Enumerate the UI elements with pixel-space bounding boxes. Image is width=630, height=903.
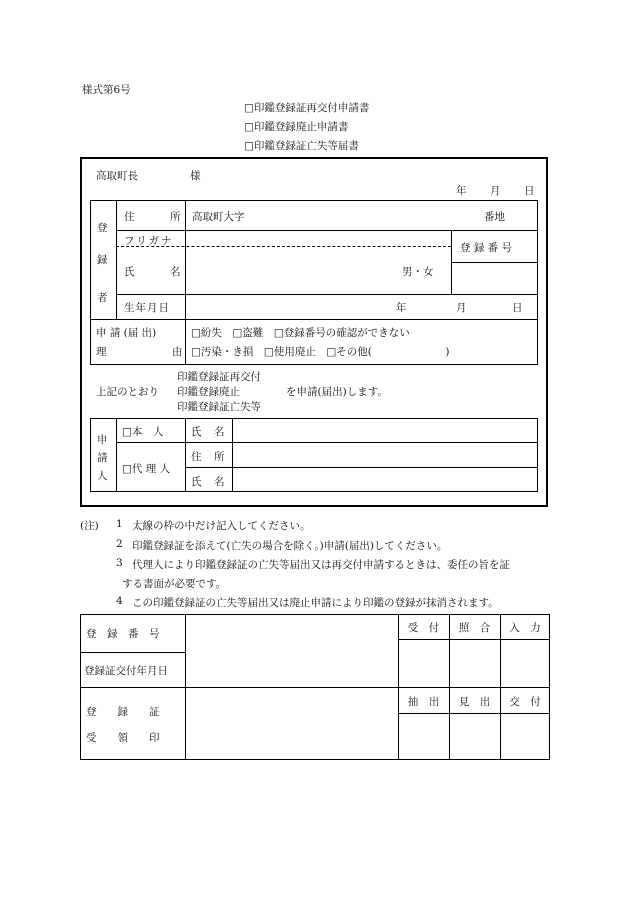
note-text-1: 太線の枠の中だけ記入してください。 [132, 520, 311, 532]
statement-option-loss[interactable]: 印鑑登録証亡失等 [177, 401, 261, 413]
address-label-1: 住 [124, 211, 135, 223]
agent-address-label-1: 住 [191, 451, 202, 463]
statement-suffix: を申請(届出)します。 [286, 386, 388, 398]
furigana-label: フリガナ [124, 235, 174, 247]
form-number: 様式第6号 [82, 84, 131, 96]
date-year: 年 [456, 185, 467, 197]
banchi-label: 番地 [484, 211, 505, 223]
statement-prefix: 上記のとおり [96, 386, 159, 398]
title-abolish: □印鑑登録廃止申請書 [244, 121, 349, 133]
note-num-3: 3 [116, 557, 123, 569]
name-label-1: 氏 [124, 266, 135, 278]
reason-label-l2b: 由 [172, 346, 183, 358]
birth-day: 日 [512, 302, 523, 314]
note-text-3: 代理人により印鑑登録証の亡失等届出又は再交付申請するときは、委任の旨を証 [132, 559, 510, 571]
agent-name-label-1: 氏 [191, 476, 202, 488]
note-num-4: 4 [116, 595, 123, 607]
reason-options-line1[interactable]: □紛失 □盗難 □登録番号の確認ができない [191, 327, 410, 339]
date-month: 月 [490, 185, 501, 197]
notes-head: (注) [80, 520, 99, 532]
title-reissue: □印鑑登録証再交付申請書 [244, 102, 370, 114]
note-num-2: 2 [116, 538, 123, 550]
office-issue-label: 交 付 [509, 696, 541, 708]
self-name-label-2: 名 [214, 426, 225, 438]
applicant-char-3: 人 [97, 470, 108, 482]
reason-options-line2[interactable]: □汚染・き損 □使用廃止 □その他( ) [191, 346, 450, 358]
registrant-char-2: 録 [97, 254, 108, 266]
office-card-label: 登 録 証 [86, 706, 160, 718]
title-loss: □印鑑登録証亡失等届書 [244, 140, 359, 152]
note-text-2: 印鑑登録証を添えて(亡失の場合を除く。)申請(届出)してください。 [132, 540, 448, 552]
birthdate-label: 生年月日 [124, 302, 170, 314]
office-receipt-label: 受 付 [407, 622, 440, 634]
agent-name-field[interactable] [233, 468, 537, 491]
birth-month: 月 [456, 302, 467, 314]
statement-option-abolish[interactable]: 印鑑登録廃止 [177, 386, 240, 398]
agent-name-label-2: 名 [214, 476, 225, 488]
note-text-3b: する書面が必要です。 [122, 578, 227, 590]
statement-option-reissue[interactable]: 印鑑登録証再交付 [177, 371, 261, 383]
applicant-char-2: 請 [97, 452, 108, 464]
office-verify-label: 照 合 [458, 622, 491, 634]
registrant-char-1: 登 [97, 222, 108, 234]
reason-label-l2a: 理 [96, 346, 107, 358]
office-reg-number-label: 登 録 番 号 [86, 628, 160, 640]
address-field[interactable]: 高取町大字 [192, 211, 245, 223]
self-name-field[interactable] [233, 419, 537, 441]
applicant-agent-checkbox[interactable]: □代 理 人 [122, 463, 171, 475]
note-num-1: 1 [116, 518, 123, 530]
reg-number-label: 登 録 番 号 [460, 242, 513, 254]
sama-label: 様 [190, 170, 201, 182]
date-day: 日 [524, 185, 535, 197]
address-label-2: 所 [170, 211, 181, 223]
agent-address-label-2: 所 [214, 451, 225, 463]
office-found-label: 見 出 [458, 696, 491, 708]
office-input-label: 入 力 [509, 622, 541, 634]
applicant-char-1: 申 [97, 434, 108, 446]
reason-label-line1: 申 請 (届 出) [96, 327, 157, 339]
office-receipt-seal-label: 受 領 印 [86, 732, 160, 744]
addressee: 高取町長 [96, 170, 138, 182]
birth-year: 年 [396, 302, 407, 314]
office-issue-date-label: 登録証交付年月日 [84, 665, 168, 677]
gender-field[interactable]: 男・女 [402, 266, 434, 278]
office-extract-label: 抽 出 [407, 696, 440, 708]
self-name-label-1: 氏 [191, 426, 202, 438]
applicant-self-checkbox[interactable]: □本 人 [122, 426, 164, 438]
name-label-2: 名 [170, 266, 181, 278]
registrant-char-3: 者 [97, 292, 108, 304]
note-text-4: この印鑑登録証の亡失等届出又は廃止申請により印鑑の登録が抹消されます。 [132, 597, 499, 609]
agent-address-field[interactable] [233, 443, 537, 466]
